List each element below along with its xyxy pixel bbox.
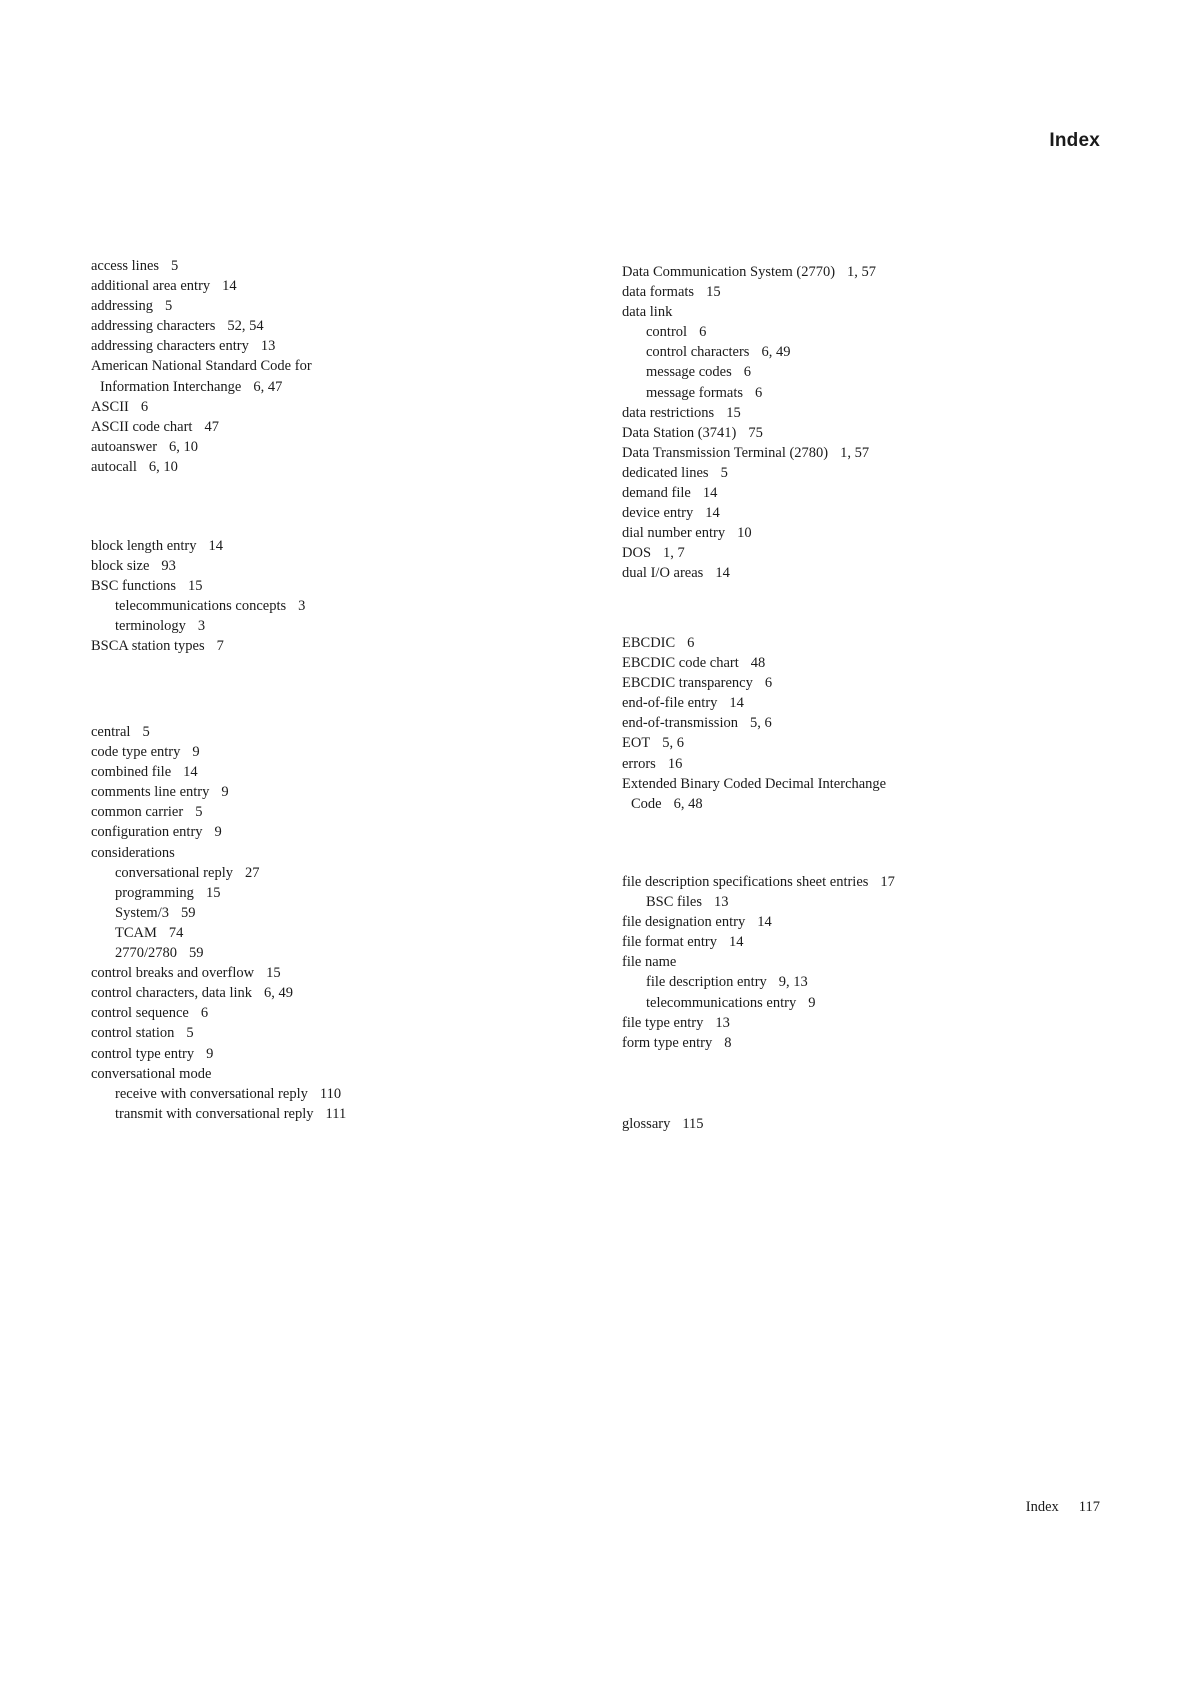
index-page-refs: 6 xyxy=(764,675,773,692)
index-page-refs: 6, 48 xyxy=(673,795,703,812)
index-page-refs: 14 xyxy=(705,505,720,522)
index-entry xyxy=(91,983,531,1003)
index-term: control characters xyxy=(646,344,750,361)
index-term: 2770/2780 xyxy=(115,945,178,962)
page-footer xyxy=(1026,1499,1100,1516)
index-entry xyxy=(622,483,1062,503)
index-entry xyxy=(91,843,531,863)
index-entry xyxy=(622,872,1062,892)
index-entry xyxy=(622,503,1062,523)
index-term: data restrictions xyxy=(622,404,715,421)
index-term: autoanswer xyxy=(91,438,158,455)
index-group-f xyxy=(622,872,1062,1053)
index-term: transmit with conversational reply xyxy=(115,1105,314,1122)
index-page-refs: 9 xyxy=(808,994,816,1011)
index-term: considerations xyxy=(91,844,175,861)
index-term: dedicated lines xyxy=(622,464,709,481)
index-page-refs: 93 xyxy=(161,558,176,575)
index-term: telecommunications entry xyxy=(646,994,797,1011)
index-entry xyxy=(91,1044,531,1064)
index-page-refs: 6 xyxy=(687,635,695,651)
index-subentry xyxy=(622,322,1062,342)
index-entry xyxy=(91,397,531,417)
index-page-refs: 1, 57 xyxy=(840,444,870,461)
index-term: addressing xyxy=(91,298,154,315)
index-entry xyxy=(622,1013,1062,1033)
index-entry xyxy=(622,302,1062,322)
index-page-refs: 9 xyxy=(206,1045,214,1062)
index-subentry xyxy=(622,993,1062,1013)
page-heading: Index xyxy=(1049,130,1100,151)
index-term: telecommunications concepts xyxy=(115,598,287,615)
index-page-refs: 15 xyxy=(188,578,203,595)
index-subentry xyxy=(91,1084,531,1104)
index-term: control sequence xyxy=(91,1005,189,1022)
index-entry xyxy=(622,912,1062,932)
index-page-refs: 3 xyxy=(298,598,306,615)
index-page-refs: 14 xyxy=(208,538,224,554)
index-page-refs: 9 xyxy=(214,824,222,841)
index-page-refs: 74 xyxy=(168,924,184,941)
index-term: addressing characters xyxy=(91,318,216,335)
index-term: configuration entry xyxy=(91,824,203,841)
index-page-refs: 14 xyxy=(757,914,772,931)
index-term: common carrier xyxy=(91,804,184,821)
index-entry xyxy=(622,653,1062,673)
index-entry xyxy=(622,262,1062,282)
index-entry xyxy=(91,377,531,397)
index-page-refs: 16 xyxy=(667,755,683,772)
index-entry xyxy=(622,443,1062,463)
index-entry xyxy=(91,536,531,556)
index-term: BSC files xyxy=(646,894,702,911)
index-entry xyxy=(91,336,531,356)
index-page-refs: 6, 10 xyxy=(148,458,178,475)
index-term: terminology xyxy=(115,618,186,635)
index-entry xyxy=(91,457,531,477)
index-entry xyxy=(622,733,1062,753)
index-subentry xyxy=(622,362,1062,382)
index-entry xyxy=(622,673,1062,693)
index-page-refs: 1, 7 xyxy=(663,545,685,562)
index-page-refs: 6 xyxy=(699,324,707,341)
index-entry xyxy=(91,256,531,276)
index-page-refs: 13 xyxy=(260,338,276,355)
index-term: EBCDIC code chart xyxy=(622,655,739,672)
index-term: data link xyxy=(622,304,673,321)
index-term: control xyxy=(646,324,688,341)
index-term: comments line entry xyxy=(91,784,210,801)
index-term: American National Standard Code for xyxy=(91,358,312,375)
index-term: demand file xyxy=(622,485,691,502)
index-entry xyxy=(622,932,1062,952)
index-page-refs: 17 xyxy=(880,874,895,890)
index-page-refs: 5 xyxy=(720,464,728,481)
index-entry xyxy=(91,276,531,296)
index-entry xyxy=(91,636,531,656)
index-subentry xyxy=(622,383,1062,403)
index-entry xyxy=(622,403,1062,423)
index-term: end-of-transmission xyxy=(622,715,738,732)
index-subentry xyxy=(622,892,1062,912)
index-page-refs: 5 xyxy=(142,724,150,740)
index-term: data formats xyxy=(622,284,695,301)
index-page-refs: 8 xyxy=(724,1034,732,1051)
index-subentry xyxy=(91,1104,531,1124)
index-page-refs: 59 xyxy=(189,945,204,962)
index-term: glossary xyxy=(622,1116,671,1132)
index-page-refs: 52, 54 xyxy=(227,318,264,335)
index-group-g xyxy=(622,1114,1062,1134)
index-group-c xyxy=(91,722,531,1124)
index-entry xyxy=(622,282,1062,302)
index-term: dual I/O areas xyxy=(622,565,704,582)
index-entry xyxy=(91,822,531,842)
index-page-refs: 6, 47 xyxy=(253,378,283,395)
index-term: block size xyxy=(91,558,150,575)
index-term: ASCII code chart xyxy=(91,418,193,435)
index-term: combined file xyxy=(91,764,172,781)
index-page-refs: 15 xyxy=(706,284,721,301)
index-term: message formats xyxy=(646,384,744,401)
index-entry xyxy=(91,296,531,316)
index-page-refs: 6 xyxy=(200,1005,209,1022)
index-page-refs: 14 xyxy=(729,934,744,951)
index-page-refs: 9 xyxy=(221,784,229,801)
index-term: end-of-file entry xyxy=(622,695,718,712)
index-term: Code xyxy=(631,795,662,812)
index-term: programming xyxy=(115,884,194,901)
index-page-refs: 111 xyxy=(325,1105,347,1122)
index-entry xyxy=(91,356,531,376)
index-page-refs: 5 xyxy=(171,258,179,274)
index-term: additional area entry xyxy=(91,278,211,295)
index-entry xyxy=(91,1064,531,1084)
index-page-refs: 5, 6 xyxy=(662,735,684,752)
index-entry xyxy=(622,754,1062,774)
index-group-e xyxy=(622,633,1062,814)
index-term: block length entry xyxy=(91,538,197,554)
index-entry xyxy=(622,713,1062,733)
index-term: BSCA station types xyxy=(91,638,205,655)
index-page-refs: 6 xyxy=(743,364,752,381)
index-subentry xyxy=(91,616,531,636)
index-entry xyxy=(91,782,531,802)
index-term: form type entry xyxy=(622,1034,713,1051)
index-term: dial number entry xyxy=(622,525,726,542)
index-term: device entry xyxy=(622,505,694,522)
index-subentry xyxy=(91,903,531,923)
index-page-refs: 1, 57 xyxy=(847,264,877,280)
index-entry xyxy=(622,693,1062,713)
index-page-refs: 7 xyxy=(216,638,224,655)
index-subentry xyxy=(622,972,1062,992)
index-term: Information Interchange xyxy=(100,378,242,395)
index-term: file name xyxy=(622,954,677,971)
index-page-refs: 47 xyxy=(204,418,219,435)
index-page-refs: 15 xyxy=(726,404,741,421)
index-entry xyxy=(622,1033,1062,1053)
index-entry xyxy=(622,543,1062,563)
index-term: BSC functions xyxy=(91,578,176,595)
index-term: EBCDIC transparency xyxy=(622,675,753,692)
index-entry xyxy=(622,463,1062,483)
index-term: access lines xyxy=(91,258,160,274)
index-term: Data Communication System (2770) xyxy=(622,264,836,280)
index-page-refs: 5 xyxy=(195,804,203,821)
index-term: Data Station (3741) xyxy=(622,424,737,441)
index-subentry xyxy=(91,596,531,616)
index-page-refs: 13 xyxy=(714,894,729,911)
index-entry xyxy=(91,762,531,782)
index-page-refs: 14 xyxy=(702,485,718,502)
index-entry xyxy=(622,794,1062,814)
index-term: central xyxy=(91,724,131,740)
index-page-refs: 6, 49 xyxy=(264,985,294,1002)
index-page-refs: 5 xyxy=(186,1025,194,1042)
index-term: file format entry xyxy=(622,934,718,951)
index-term: Extended Binary Coded Decimal Interchange xyxy=(622,775,887,792)
index-entry xyxy=(91,556,531,576)
index-page-refs: 59 xyxy=(180,904,196,921)
index-page-refs: 14 xyxy=(222,278,237,295)
index-term: code type entry xyxy=(91,744,181,761)
footer-label: Index xyxy=(1025,1499,1059,1515)
index-page-refs: 15 xyxy=(266,965,281,982)
index-subentry xyxy=(91,923,531,943)
index-entry xyxy=(91,417,531,437)
index-entry xyxy=(91,1023,531,1043)
index-subentry xyxy=(622,342,1062,362)
page-number: 117 xyxy=(1078,1499,1100,1515)
index-subentry xyxy=(91,943,531,963)
index-page-refs: 115 xyxy=(682,1116,704,1132)
index-term: System/3 xyxy=(115,904,169,921)
index-term: control station xyxy=(91,1025,175,1042)
index-page-refs: 48 xyxy=(750,655,766,672)
index-term: control type entry xyxy=(91,1045,195,1062)
index-page-refs: 6 xyxy=(140,398,149,415)
index-term: file type entry xyxy=(622,1014,704,1031)
index-term: control characters, data link xyxy=(91,985,253,1002)
index-term: control breaks and overflow xyxy=(91,965,255,982)
index-page-refs: 5, 6 xyxy=(749,715,772,732)
index-entry xyxy=(622,523,1062,543)
index-term: conversational reply xyxy=(115,864,233,881)
index-entry xyxy=(91,742,531,762)
index-term: autocall xyxy=(91,458,137,475)
index-subentry xyxy=(91,883,531,903)
index-page-refs: 5 xyxy=(165,298,173,315)
index-page-refs: 6, 49 xyxy=(761,344,791,361)
index-page-refs: 3 xyxy=(197,618,206,635)
index-term: EOT xyxy=(622,735,651,752)
index-entry xyxy=(91,437,531,457)
index-entry xyxy=(622,774,1062,794)
index-group-b xyxy=(91,536,531,657)
index-term: DOS xyxy=(622,545,652,562)
index-page-refs: 15 xyxy=(205,884,221,901)
index-term: file description specifications sheet entries xyxy=(622,874,869,890)
index-entry xyxy=(622,423,1062,443)
index-entry xyxy=(91,722,531,742)
index-page-refs: 10 xyxy=(737,525,752,542)
index-page-refs: 14 xyxy=(715,565,730,582)
index-entry xyxy=(622,563,1062,583)
index-page-refs: 9, 13 xyxy=(778,974,808,991)
index-term: EBCDIC xyxy=(622,635,676,651)
index-page-refs: 110 xyxy=(319,1085,342,1102)
index-group-d xyxy=(622,262,1062,584)
index-term: errors xyxy=(622,755,656,772)
index-page-refs: 27 xyxy=(244,864,260,881)
index-term: file description entry xyxy=(646,974,767,991)
index-page-refs: 6 xyxy=(755,384,763,401)
index-entry xyxy=(622,633,1062,653)
index-term: message codes xyxy=(646,364,732,381)
index-term: file designation entry xyxy=(622,914,746,931)
index-term: conversational mode xyxy=(91,1065,212,1082)
index-entry xyxy=(622,952,1062,972)
index-entry xyxy=(91,576,531,596)
index-entry xyxy=(91,802,531,822)
index-group-a xyxy=(91,256,531,477)
index-page-refs: 14 xyxy=(729,695,744,712)
index-subentry xyxy=(91,863,531,883)
index-page-refs: 14 xyxy=(183,764,198,781)
index-page-refs: 13 xyxy=(715,1014,730,1031)
index-term: Data Transmission Terminal (2780) xyxy=(622,444,829,461)
index-term: TCAM xyxy=(115,924,157,941)
index-entry xyxy=(91,963,531,983)
index-term: receive with conversational reply xyxy=(115,1085,308,1102)
index-page-refs: 75 xyxy=(748,424,763,441)
index-term: ASCII xyxy=(91,398,129,415)
index-entry xyxy=(91,1003,531,1023)
index-page-refs: 9 xyxy=(192,744,200,761)
index-page-refs: 6, 10 xyxy=(169,438,199,455)
index-entry xyxy=(622,1114,1062,1134)
index-entry xyxy=(91,316,531,336)
index-term: addressing characters entry xyxy=(91,338,249,355)
